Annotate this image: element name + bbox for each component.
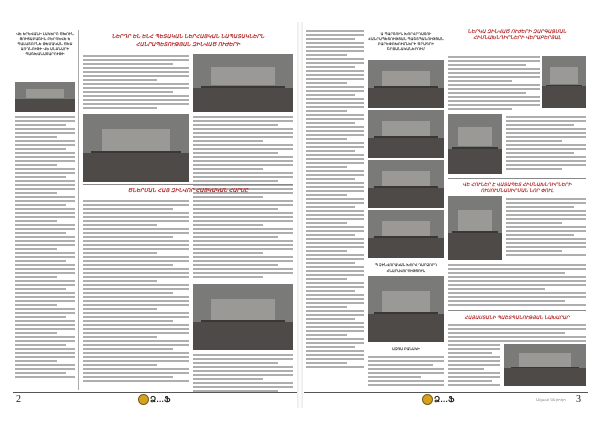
right-article-1-photo-2 [448,114,502,174]
right-center-caption-2: ԱԶԳԱ ԲԱՆԱԿԻ [392,347,420,351]
right-center-photo-2 [368,110,444,158]
left-headline-3: ԾՆԵՐՄԱՆ ՀԱՅ ԶԻՆՎՈՐ ՀԱՅԿԱԿԱՆ ՀԱՐՍԸ [127,188,249,194]
right-page [304,22,588,408]
right-header-center-top: Ա ՊԱՐՏՈՒՆ ԽՈՐՀՐԴԱՏՈՒ ՀԱՆՐԱՊԵՏՈՒԹՅԱՆ ՊԱՇՏՊԱՆՈՒԹՅԱՆ ԲԱՐԵՓՈԽՈՒՄՆԵՐԻ ԾՐԱԳՐԻ ՇՐՋԱՆԱԿԱՆԵՐՈՒՄ [368,32,444,51]
left-footer [13,392,297,408]
right-logo: Ձ…Ֆ [422,394,456,406]
left-column-divider [78,30,79,390]
right-article-3-text-b [448,344,500,388]
right-center-photo-5 [368,276,444,342]
left-article-2-text-c [193,354,293,394]
left-article-1-photo [193,54,293,112]
left-headline-1: ՆԵՐԴՐ ԵՆ ԵՆՀ ՊԵՏԱԿԱՆ ՆԵՐՀԱՅԿԱՆ ՆԱՊԱՏԱԿՆԵՐՆ [111,34,265,40]
left-article-2-text-b [193,200,293,280]
left-sidebar-text [15,116,75,380]
right-center-photo-3 [368,160,444,208]
right-article-1-photo [542,56,586,108]
right-headline-bottom: ՀԱՅԱՍՏԱՆԻ ՊԱՇՏՊԱՆՈՒԹՅԱՆ ՆԱԽԱՐԱՐ [464,315,570,320]
right-article-divider-2 [448,310,586,311]
logo-emblem-icon [422,394,433,405]
left-page-number: 2 [16,394,21,405]
right-article-1-text [448,56,540,112]
right-article-3-text [448,324,586,344]
right-footer-note: Ազատ ներոդո [536,397,566,402]
left-article-1-photo-2 [83,114,189,182]
right-col-a-text [306,30,364,370]
right-center-photo-4 [368,210,444,258]
left-article-divider [83,184,293,185]
page-gutter [297,22,303,408]
right-headline-top: ՆԵՐԿԱ ԶԻՆՎԱԾ ՈՒԺԵՐԻ ԶԱՐԳԱՑՄԱՆ ՀԻՄՆԱԽՆԴԻՐՆԵՐԻ ՎԵՐԱԲԵՐՅԱԼ [467,30,567,41]
right-center-photo-1 [368,60,444,108]
left-headline-2: ՀԱՆՐԱՊԵՏՈՒԹՅԱՆ ԶԻՆՎԱԾ ՈՒԺԵՐԻ [135,42,241,48]
right-article-2-text [506,198,586,258]
left-article-2-text [83,200,189,384]
right-article-2-text-b [448,264,586,308]
right-article-3-photo [504,344,586,386]
left-logo: Ձ…Ֆ [138,394,172,406]
right-headline-mid: ՎԵ ՀՈՒՆԵՐ Է ՎԱՏԱՊԵՏ ՀԻՄՆԱԽՆԴԻՐՆԵՐԻ ՈՒՍՈՒՄՆԱՍԻՐՄԱՆ ՆՈՐ ՓՈՒԼ [462,182,572,193]
right-article-divider-1 [448,178,586,179]
right-article-2-photo [448,196,502,260]
logo-emblem-icon [138,394,149,405]
right-footer [304,392,588,408]
left-sidebar-header: ՎԵ ԵՐԵՎԱՆԻ ԼԱԿԵՐՈ ԾԽՈՒՆ ՑՈՒՑԱԲԱՇԻՆ ԲԵՐՈԵՎԵ Ե ՊԱԼԱՏՈՐՆԵ ԹԵՄԱԿԱՆ ԾԵՍ ԱՈՂՆՈՒԹԻ ՎԵ ԱՆՍՆԱՐԻ ՊԱՇԽԱՆԱՏԱՐՈՒԹԻ [16,32,74,56]
right-page-number: 3 [576,394,581,405]
right-article-1-text-2 [506,116,586,172]
left-page [13,22,297,408]
left-article-2-photo [193,284,293,350]
right-center-text [368,356,444,388]
left-article-1-text [83,55,189,111]
left-sidebar-photo [15,82,75,112]
right-center-caption-1: Պ ԶԻՆՎՈՐԱԿԱՆ ԽՈՐՀ ԴԱՐՁՈՐԴ ՀՆԱՐԱՎՈՐՈՒԹՅՈՒՆ [375,263,437,273]
